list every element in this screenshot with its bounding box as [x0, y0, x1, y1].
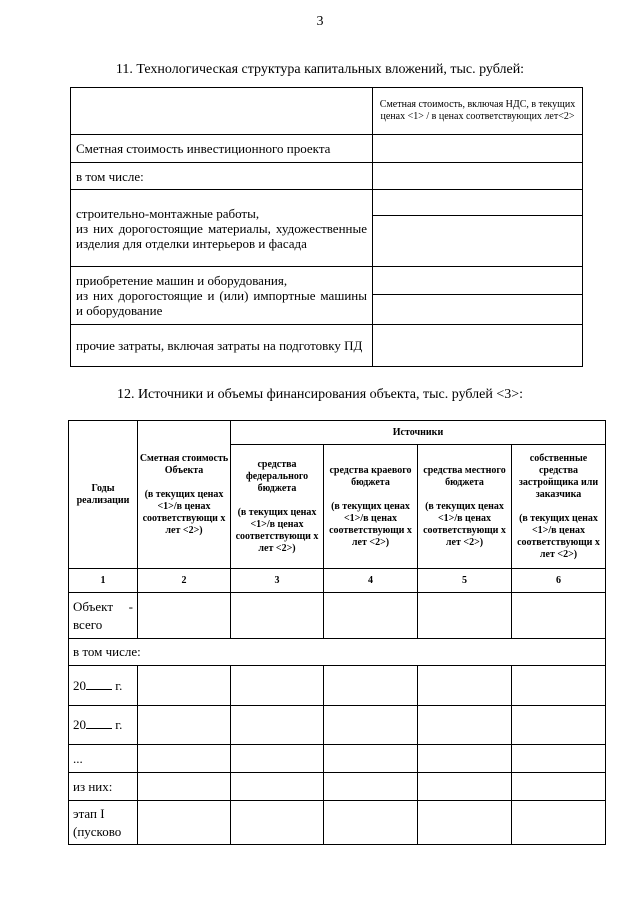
row-year-1 — [69, 666, 138, 706]
year-prefix: 20 — [73, 717, 86, 732]
table12-cell[interactable] — [418, 773, 512, 801]
table11-cell[interactable] — [373, 216, 583, 267]
row-year-2 — [69, 706, 138, 745]
table12-cell[interactable] — [231, 706, 324, 745]
table11-cell[interactable] — [373, 295, 583, 325]
header-federal — [231, 445, 324, 569]
table11-cost-header: Сметная стоимость, включая НДС, в текущих ценах <1> / в ценах соответствующих лет<2> — [373, 88, 583, 135]
table11-row-construction: строительно-монтажные работы, — [76, 205, 260, 221]
year-suffix: г. — [115, 677, 123, 693]
table11-row-machinery: приобретение машин и оборудования, — [76, 273, 288, 288]
header-estimated-note: (в текущих ценах <1>/в ценах соответствующи х лет <2>) — [142, 488, 226, 536]
section-12-title: 12. Источники и объемы финансирования объекта, тыс. рублей <3>: — [116, 387, 524, 402]
table12-cell[interactable] — [324, 666, 418, 706]
table11-row-including: в том числе: — [71, 163, 373, 190]
table12-cell[interactable] — [324, 706, 418, 745]
header-regional-note: (в текущих ценах <1>/в ценах соответствующи х лет <2>) — [329, 500, 412, 548]
header-own-funds — [512, 445, 606, 569]
table12-cell[interactable] — [138, 666, 231, 706]
header-sources: Источники — [231, 421, 606, 445]
table11-row-imported: из них дорогостоящие и (или) импортные машины и оборудование — [76, 288, 367, 318]
table12-cell[interactable] — [418, 801, 512, 845]
row-of-them: из них: — [69, 773, 138, 801]
capital-structure-table — [70, 87, 583, 367]
table12-cell[interactable] — [324, 593, 418, 639]
row-including: в том числе: — [69, 639, 606, 666]
table12-cell[interactable] — [231, 773, 324, 801]
table12-cell[interactable] — [138, 773, 231, 801]
header-estimated-cost — [138, 421, 231, 569]
table12-cell[interactable] — [138, 593, 231, 639]
column-number: 5 — [418, 569, 512, 593]
column-number: 2 — [138, 569, 231, 593]
table12-cell[interactable] — [138, 745, 231, 773]
column-number: 4 — [324, 569, 418, 593]
row-ellipsis: ... — [69, 745, 138, 773]
header-regional-title: средства краевого бюджета — [329, 464, 412, 488]
table12-cell[interactable] — [512, 593, 606, 639]
header-years: Годы реализации — [69, 421, 138, 569]
column-number: 6 — [512, 569, 606, 593]
table12-cell[interactable] — [512, 666, 606, 706]
table11-cell[interactable] — [373, 135, 583, 163]
table12-cell[interactable] — [418, 593, 512, 639]
table12-cell[interactable] — [512, 706, 606, 745]
header-local-title: средства местного бюджета — [423, 464, 506, 488]
section-11-title: 11. Технологическая структура капитальных вложений, тыс. рублей: — [115, 62, 525, 77]
table12-cell[interactable] — [231, 593, 324, 639]
table11-cell[interactable] — [373, 163, 583, 190]
table12-cell[interactable] — [231, 745, 324, 773]
row-stage-1: этап I (пусково — [69, 801, 138, 845]
table11-blank-header — [71, 88, 373, 135]
financing-table — [68, 420, 606, 845]
header-own-note: (в текущих ценах <1>/в ценах соответствующи х лет <2>) — [517, 512, 600, 560]
table12-cell[interactable] — [418, 666, 512, 706]
year-prefix: 20 — [73, 677, 86, 693]
table12-cell[interactable] — [231, 801, 324, 845]
table11-cell[interactable] — [373, 325, 583, 367]
header-local — [418, 445, 512, 569]
year-blank[interactable] — [86, 677, 112, 690]
page-number: 3 — [316, 14, 324, 29]
column-number: 1 — [69, 569, 138, 593]
table11-row-other-costs: прочие затраты, включая затраты на подготовку ПД — [71, 325, 373, 367]
header-federal-title: средства федерального бюджета — [245, 458, 309, 494]
table12-cell[interactable] — [418, 706, 512, 745]
header-federal-note: (в текущих ценах <1>/в ценах соответствующи х лет <2>) — [235, 506, 319, 554]
table11-machinery-group — [71, 267, 373, 325]
header-estimated-title: Сметная стоимость Объекта — [139, 452, 229, 476]
column-number: 3 — [231, 569, 324, 593]
year-suffix: г. — [115, 717, 123, 732]
table12-cell[interactable] — [231, 666, 324, 706]
header-local-note: (в текущих ценах <1>/в ценах соответствующи х лет <2>) — [423, 500, 506, 548]
table12-cell[interactable] — [512, 745, 606, 773]
table11-row-estimated-cost: Сметная стоимость инвестиционного проекта — [71, 135, 373, 163]
header-regional — [324, 445, 418, 569]
row-object-total: Объект - всего — [69, 593, 138, 639]
table12-cell[interactable] — [418, 745, 512, 773]
table12-cell[interactable] — [512, 801, 606, 845]
table11-row-materials: из них дорогостоящие материалы, художественные изделия для отделки интерьеров и фасада — [76, 220, 367, 251]
table12-cell[interactable] — [324, 801, 418, 845]
table12-cell[interactable] — [138, 801, 231, 845]
table11-cell[interactable] — [373, 267, 583, 295]
table12-cell[interactable] — [138, 706, 231, 745]
table11-cell[interactable] — [373, 190, 583, 216]
year-blank[interactable] — [86, 716, 112, 729]
table11-construction-group — [71, 190, 373, 267]
table12-cell[interactable] — [324, 745, 418, 773]
table12-cell[interactable] — [512, 773, 606, 801]
header-own-title: собственные средства застройщика или заказчика — [518, 452, 599, 500]
table12-cell[interactable] — [324, 773, 418, 801]
